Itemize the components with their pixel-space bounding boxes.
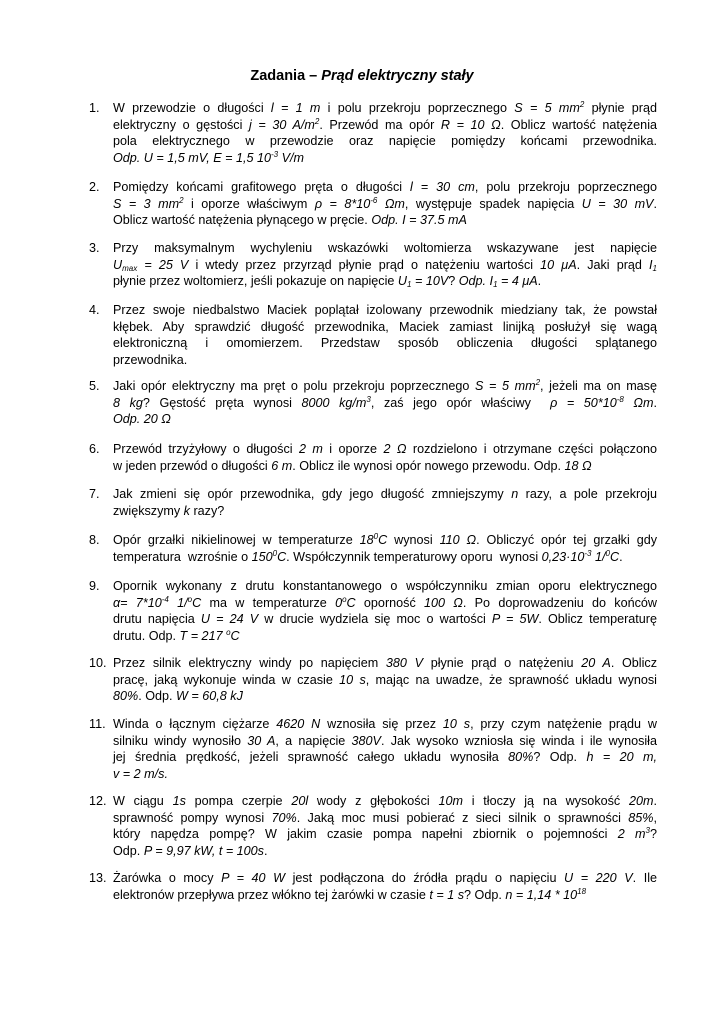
title-topic: Prąd elektryczny stały (321, 68, 474, 84)
task-number: 8. (89, 533, 100, 547)
task-number: 5. (89, 379, 100, 393)
task-text: Przewód trzyżyłowy o długości 2 m i oporze 2 Ω rozdzielono i otrzymane części połączono w jeden przewód o długości 6 m. Oblicz ile wynosi opór nowego przewodu. Odp. 18 Ω (113, 442, 657, 473)
task-number: 2. (89, 180, 100, 194)
task-number: 11. (89, 717, 106, 731)
task-number: 9. (89, 579, 100, 593)
task-text: W przewodzie o długości l = 1 m i polu przekroju poprzecznego S = 5 $mm^2$ płynie prąd elektryczny o gęstości j = 30 $A/m^2$. Przewód ma opór R = 10 Ω. Oblicz wartość natężenia pola elektrycznego w przewodzie oraz napięcie pomiędzy końcami przewodnika. Odp. U = 1,5 mV, E = 1,5 $10^{-3}$ V/m (113, 100, 657, 165)
task-number: 12. (89, 794, 107, 808)
task-number: 1. (89, 101, 100, 115)
task-text: W ciągu 1s pompa czerpie 20l wody z głębokości 10m i tłoczy ją na wysokość 20m. sprawność pompy wynosi 70%. Jaką moc musi pobierać z sieci silnik o sprawności 85%, który napędza pompę? W jakim czasie pompa napełni zbiornik o pojemności 2 $m^3$? Odp. P = 9,97 kW, t = 100s. (113, 794, 657, 858)
task-number: 7. (89, 487, 100, 501)
task-number: 3. (89, 241, 100, 255)
page-title (0, 67, 724, 85)
task-number: 6. (89, 442, 100, 456)
task-text: Przy maksymalnym wychyleniu wskazówki woltomierza wskazywane jest napięcie $U_{max} = 25$ V i wtedy przez przyrząd płynie prąd o natężeniu wartości 10 μA. Jaki prąd $I_1$ płynie przez woltomierz, jeśli pokazuje on napięcie $U_1 = 10V$? Odp. $I_1 = 4$ μA. (113, 241, 657, 290)
task-number: 13. (89, 871, 107, 885)
task-text: Przez silnik elektryczny windy po napięciem 380 V płynie prąd o natężeniu 20 A. Oblicz pracę, jaką wykonuje winda w czasie 10 s, mając na uwadze, że sprawność układu wynosi 80%. Odp. W = 60,8 kJ (113, 656, 658, 704)
task-text: Opór grzałki nikielinowej w temperaturze $18^0C$ wynosi 110 Ω. Obliczyć opór tej grzałki gdy temperatura wzrośnie o $150^0C$. Współczynnik temperaturowy oporu wynosi $0,23\cdot 10^{-3}$ 1/$^0$C. (113, 532, 657, 564)
task-text: Przez swoje niedbalstwo Maciek poplątał izolowany przewodnik miedziany tak, że powstał kłębek. Aby sprawdzić długość przewodnika, Maciek zamiast linijką posłużył się wagą elektroniczną i omomierzem. Przedstaw sposób obliczenia długości splątanego przewodnika. (113, 303, 657, 367)
task-number: 4. (89, 303, 100, 317)
task-text: Winda o łącznym ciężarze 4620 N wznosiła się przez 10 s, przy czym natężenie prądu w silniku windy wynosiło 30 A, a napięcie 380V. Jak wysoko wzniosła się winda i ile wynosiła jej średnia prędkość, jeżeli sprawność całego układu wynosiła 80%? Odp. h = 20 m, v = 2 m/s. (113, 717, 657, 781)
task-text: Pomiędzy końcami grafitowego pręta o długości l = 30 cm, polu przekroju poprzecznego S = 3 $mm^2$ i oporze właściwym $\rho = 8*10^{-6}$ Ωm, występuje spadek napięcia U = 30 mV. Oblicz wartość natężenia płynącego w pręcie. Odp. I = 37.5 mA (113, 180, 657, 228)
task-text: Żarówka o mocy P = 40 W jest podłączona do źródła prądu o napięciu U = 220 V. Ile elektronów przepływa przez włókno tej żarówki w czasie t = 1 s? Odp. $n = 1,14 * 10^{18}$ (113, 871, 657, 902)
task-text: Opornik wykonany z drutu konstantanowego o współczynniku zmian oporu elektrycznego $\alpha= 7*10^{-4}$ 1/$^o$C ma w temperaturze 0$^o$C oporność 100 Ω. Po doprowadzeniu do końców drutu napięcia U = 24 V w drucie wydziela się moc o wartości P = 5W. Oblicz temperaturę drutu. Odp. T = 217 $^o$C (113, 579, 658, 643)
task-text: Jaki opór elektryczny ma pręt o polu przekroju poprzecznego S = 5 $mm^2$, jeżeli ma on masę 8 kg? Gęstość pręta wynosi 8000 $kg/m^3$, zaś jego opór właściwy $\rho = 50*10^{-8}$ Ωm. Odp. 20 Ω (113, 378, 657, 427)
title-prefix: Zadania – (250, 68, 322, 84)
task-text: Jak zmieni się opór przewodnika, gdy jego długość zmniejszymy n razy, a pole przekroju zwiększymy k razy? (113, 487, 657, 518)
task-number: 10. (89, 656, 107, 670)
